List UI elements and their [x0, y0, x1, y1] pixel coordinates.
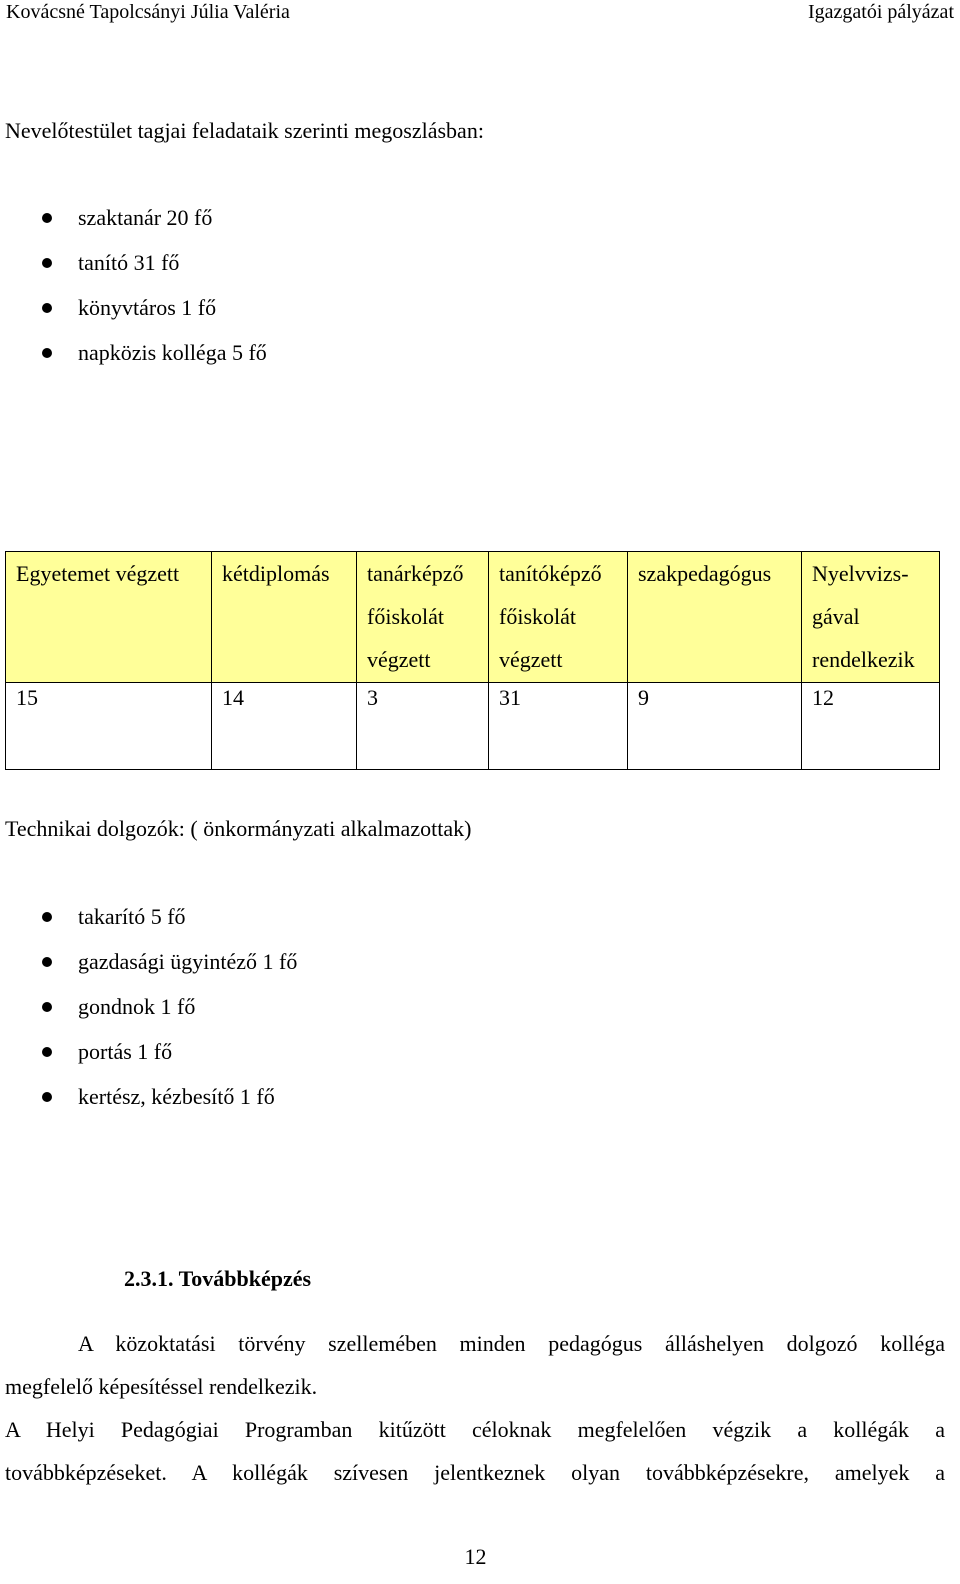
table-cell: 31: [489, 683, 628, 770]
table-header-cell: kétdiplomás: [212, 552, 357, 683]
paragraph-line: A Helyi Pedagógiai Programban kitűzött céloknak megfelelően végzik a kollégák a: [5, 1417, 945, 1442]
list-item: szaktanár 20 fő: [0, 205, 267, 250]
table-header-cell: tanítóképző főiskolát végzett: [489, 552, 628, 683]
qualification-table: [5, 551, 940, 770]
list-item: gondnok 1 fő: [0, 994, 297, 1039]
staff-list: [0, 205, 267, 385]
table-header-cell: szakpedagógus: [628, 552, 802, 683]
list-item: tanító 31 fő: [0, 250, 267, 295]
table-cell: 3: [357, 683, 489, 770]
table-cell: 15: [6, 683, 212, 770]
paragraph-line: A közoktatási törvény szellemében minden pedagógus álláshelyen dolgozó kolléga: [78, 1331, 945, 1356]
section-heading: 2.3.1. Továbbképzés: [124, 1266, 312, 1291]
list-item: napközis kolléga 5 fő: [0, 340, 267, 385]
staff-intro: Nevelőtestület tagjai feladataik szerinti megoszlásban:: [5, 118, 484, 143]
table-cell: 9: [628, 683, 802, 770]
bullet-icon: [42, 1092, 52, 1102]
paragraph-line: megfelelő képesítéssel rendelkezik.: [5, 1374, 318, 1399]
paragraph-line: továbbképzéseket. A kollégák szívesen jelentkeznek olyan továbbképzésekre, amelyek a: [5, 1460, 945, 1485]
header-author: Kovácsné Tapolcsányi Júlia Valéria: [6, 1, 290, 23]
table-header-cell: Nyelvvizs-gával rendelkezik: [802, 552, 940, 683]
bullet-icon: [42, 1002, 52, 1012]
tech-intro: Technikai dolgozók: ( önkormányzati alkalmazottak): [5, 816, 472, 841]
table-header-cell: Egyetemet végzett: [6, 552, 212, 683]
bullet-icon: [42, 348, 52, 358]
table-header-row: [6, 552, 940, 683]
page-number: 12: [464, 1544, 487, 1569]
table-cell: 14: [212, 683, 357, 770]
table-row: [6, 683, 940, 770]
list-item: gazdasági ügyintéző 1 fő: [0, 949, 297, 994]
bullet-icon: [42, 1047, 52, 1057]
bullet-icon: [42, 258, 52, 268]
bullet-icon: [42, 957, 52, 967]
list-item: kertész, kézbesítő 1 fő: [0, 1084, 297, 1129]
list-item: portás 1 fő: [0, 1039, 297, 1084]
table-cell: 12: [802, 683, 940, 770]
header-document-title: Igazgatói pályázat: [807, 1, 954, 23]
bullet-icon: [42, 912, 52, 922]
table-header-cell: tanárképző főiskolát végzett: [357, 552, 489, 683]
bullet-icon: [42, 303, 52, 313]
bullet-icon: [42, 213, 52, 223]
tech-staff-list: [0, 904, 297, 1129]
list-item: könyvtáros 1 fő: [0, 295, 267, 340]
list-item: takarító 5 fő: [0, 904, 297, 949]
